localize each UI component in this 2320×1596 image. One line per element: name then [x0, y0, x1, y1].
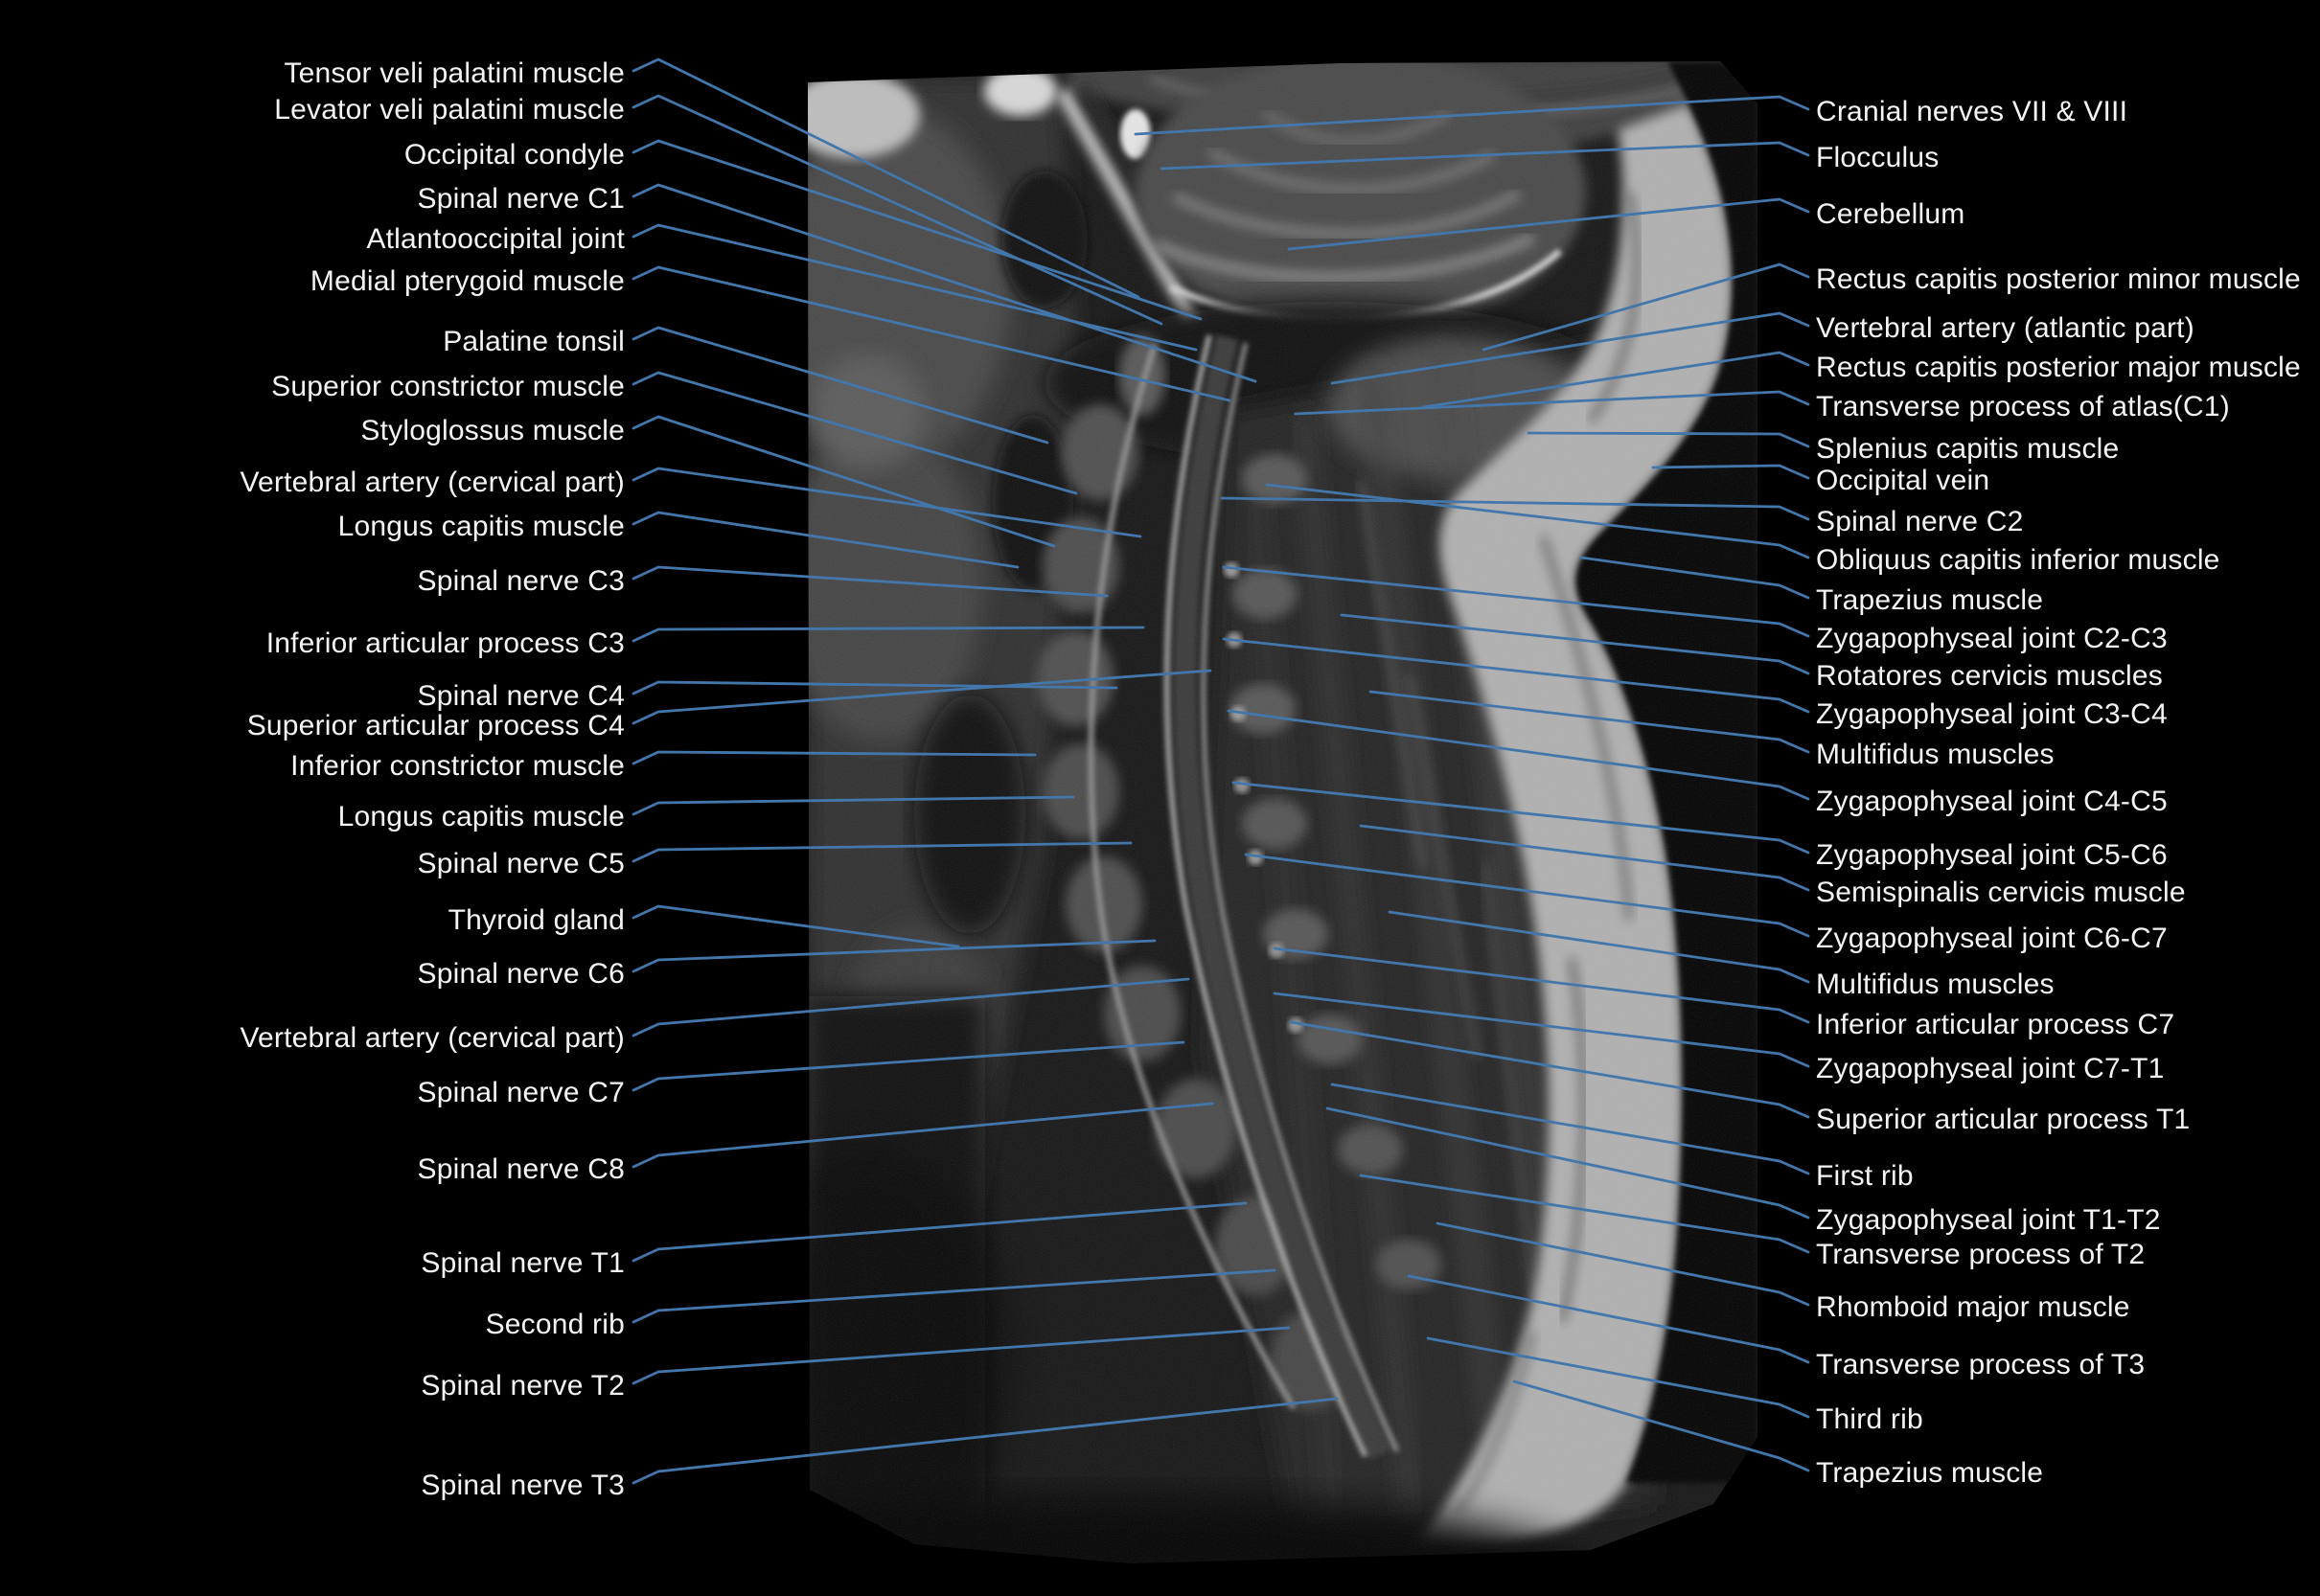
anatomy-label: Spinal nerve C5	[417, 848, 625, 879]
anatomy-label: Multifidus muscles	[1816, 739, 2055, 770]
anatomy-label: Zygapophyseal joint T1-T2	[1816, 1204, 2161, 1236]
anatomy-label: Occipital condyle	[403, 139, 625, 171]
anatomy-label: Palatine tonsil	[443, 326, 625, 357]
anatomy-label: Superior articular process T1	[1816, 1104, 2191, 1135]
anatomy-label: Obliquus capitis inferior muscle	[1816, 544, 2220, 576]
anatomy-label: Spinal nerve C3	[417, 565, 625, 597]
anatomy-label: Levator veli palatini muscle	[274, 94, 625, 125]
anatomy-label: Zygapophyseal joint C4-C5	[1816, 786, 2168, 817]
anatomy-label: Superior constrictor muscle	[271, 371, 625, 402]
anatomy-label: Second rib	[485, 1309, 625, 1340]
anatomy-label: Atlantooccipital joint	[366, 223, 625, 255]
anatomy-label: Third rib	[1816, 1403, 1923, 1435]
anatomy-label: Tensor veli palatini muscle	[284, 57, 625, 89]
anatomy-label: Rotatores cervicis muscles	[1816, 660, 2163, 692]
anatomy-label: Zygapophyseal joint C3-C4	[1816, 698, 2168, 730]
anatomy-label: Zygapophyseal joint C7-T1	[1816, 1053, 2165, 1084]
anatomy-label: Transverse process of T2	[1816, 1239, 2146, 1270]
anatomy-label: Spinal nerve C2	[1816, 506, 2024, 537]
anatomy-label: First rib	[1816, 1160, 1914, 1192]
anatomy-label: Rectus capitis posterior major muscle	[1816, 352, 2301, 383]
anatomy-label: Medial pterygoid muscle	[310, 265, 625, 297]
anatomy-label: Cerebellum	[1816, 198, 1965, 230]
anatomy-label: Rhomboid major muscle	[1816, 1291, 2130, 1323]
anatomy-label: Zygapophyseal joint C6-C7	[1816, 923, 2168, 954]
anatomy-label: Spinal nerve T2	[421, 1370, 625, 1402]
anatomy-label: Superior articular process C4	[246, 710, 625, 741]
anatomy-label: Spinal nerve C7	[417, 1077, 625, 1108]
anatomy-label: Zygapophyseal joint C2-C3	[1816, 623, 2168, 654]
anatomy-label: Transverse process of atlas(C1)	[1816, 391, 2230, 422]
anatomy-label: Inferior constrictor muscle	[290, 750, 625, 782]
anatomy-label: Flocculus	[1816, 142, 1940, 173]
anatomy-label: Vertebral artery (atlantic part)	[1816, 312, 2194, 344]
anatomy-label: Inferior articular process C7	[1816, 1009, 2175, 1040]
anatomy-label: Inferior articular process C3	[265, 627, 625, 659]
anatomy-label: Spinal nerve T3	[421, 1470, 625, 1501]
anatomy-label: Vertebral artery (cervical part)	[240, 467, 625, 498]
anatomy-label: Cranial nerves VII & VIII	[1816, 96, 2128, 127]
anatomy-label: Transverse process of T3	[1816, 1349, 2146, 1380]
anatomy-label: Styloglossus muscle	[360, 415, 625, 446]
anatomy-label: Occipital vein	[1816, 465, 1990, 496]
anatomy-label: Spinal nerve C6	[417, 958, 625, 990]
anatomy-label: Spinal nerve T1	[421, 1247, 625, 1279]
anatomy-label: Vertebral artery (cervical part)	[240, 1022, 625, 1054]
anatomy-label: Thyroid gland	[448, 904, 625, 936]
anatomy-label: Trapezius muscle	[1816, 1457, 2044, 1489]
anatomy-label: Spinal nerve C1	[417, 183, 625, 215]
anatomy-label: Rectus capitis posterior minor muscle	[1816, 263, 2301, 295]
anatomy-label: Spinal nerve C8	[417, 1153, 625, 1185]
anatomy-label: Multifidus muscles	[1816, 969, 2055, 1000]
anatomy-label: Longus capitis muscle	[337, 511, 625, 542]
anatomy-label: Trapezius muscle	[1816, 584, 2044, 616]
anatomy-label: Spinal nerve C4	[417, 680, 625, 712]
anatomy-label: Semispinalis cervicis muscle	[1816, 877, 2186, 908]
anatomy-label: Zygapophyseal joint C5-C6	[1816, 839, 2168, 871]
anatomy-label: Longus capitis muscle	[337, 801, 625, 832]
anatomy-label: Splenius capitis muscle	[1816, 433, 2120, 465]
